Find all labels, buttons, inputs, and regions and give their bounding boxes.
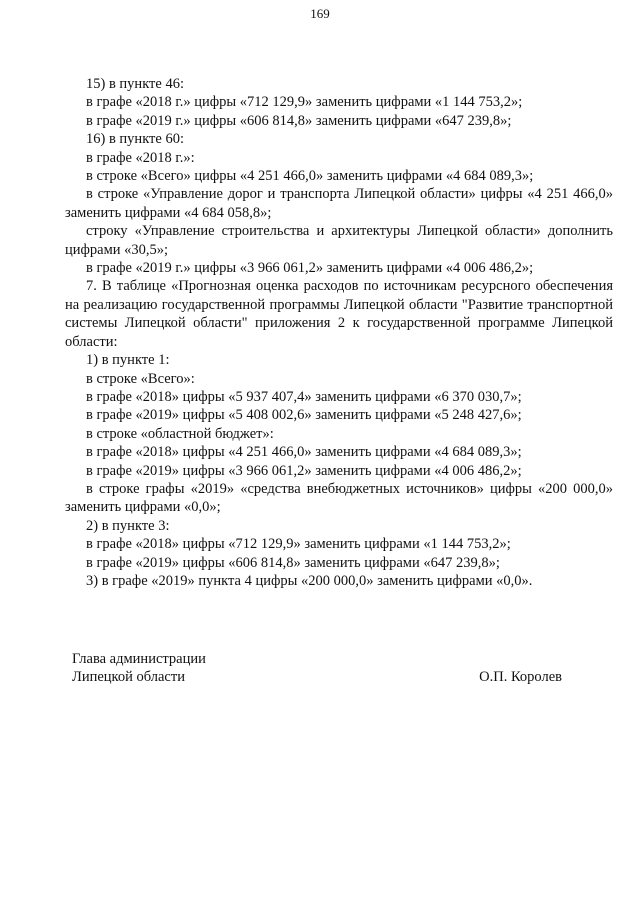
paragraph: в графе «2019 г.» цифры «606 814,8» заменить цифрами «647 239,8»; <box>86 112 512 129</box>
signer-name: О.П. Королев <box>479 669 562 686</box>
paragraph: в графе «2018» цифры «4 251 466,0» заменить цифрами «4 684 089,3»; <box>86 444 522 461</box>
paragraph: в строке графы «2019» «средства внебюджетных источников» цифры «200 000,0» заменить цифрами «0,0»; <box>65 480 613 516</box>
paragraph: в графе «2018» цифры «712 129,9» заменить цифрами «1 144 753,2»; <box>86 536 511 553</box>
paragraph: в строке «Всего» цифры «4 251 466,0» заменить цифрами «4 684 089,3»; <box>86 168 534 185</box>
paragraph: в строке «Всего»: <box>86 370 195 387</box>
signature-line <box>72 668 562 686</box>
signature-block <box>72 650 562 687</box>
signer-region: Липецкой области <box>72 669 185 686</box>
document-body <box>65 75 613 590</box>
paragraph: 7. В таблице «Прогнозная оценка расходов по источникам ресурсного обеспечения на реализацию государственной программы Липецкой области "Развитие транспортной системы Липецкой области" приложения 2 к государственной программе Липецкой области: <box>65 278 613 350</box>
paragraph: строку «Управление строительства и архитектуры Липецкой области» дополнить цифрами «30,5»; <box>65 223 613 258</box>
paragraph: в строке «Управление дорог и транспорта Липецкой области» цифры «4 251 466,0» заменить цифрами «4 684 058,8»; <box>65 186 613 221</box>
paragraph: в строке «областной бюджет»: <box>86 425 274 442</box>
paragraph: 16) в пункте 60: <box>86 131 184 148</box>
page-number: 169 <box>310 6 330 21</box>
paragraph: в графе «2019» цифры «3 966 061,2» заменить цифрами «4 006 486,2»; <box>86 462 522 479</box>
paragraph: 3) в графе «2019» пункта 4 цифры «200 000,0» заменить цифрами «0,0». <box>86 572 533 589</box>
paragraph: в графе «2018» цифры «5 937 407,4» заменить цифрами «6 370 030,7»; <box>86 388 522 405</box>
paragraph: 1) в пункте 1: <box>86 352 170 369</box>
paragraph: в графе «2018 г.» цифры «712 129,9» заменить цифрами «1 144 753,2»; <box>86 94 523 111</box>
paragraph: в графе «2019 г.» цифры «3 966 061,2» заменить цифрами «4 006 486,2»; <box>86 260 534 277</box>
paragraph: 2) в пункте 3: <box>86 517 170 534</box>
paragraph: 15) в пункте 46: <box>86 76 184 92</box>
paragraph: в графе «2018 г.»: <box>86 149 195 166</box>
signer-position: Глава администрации <box>72 651 206 667</box>
paragraph: в графе «2019» цифры «5 408 002,6» заменить цифрами «5 248 427,6»; <box>86 407 522 424</box>
paragraph: в графе «2019» цифры «606 814,8» заменить цифрами «647 239,8»; <box>86 554 500 571</box>
